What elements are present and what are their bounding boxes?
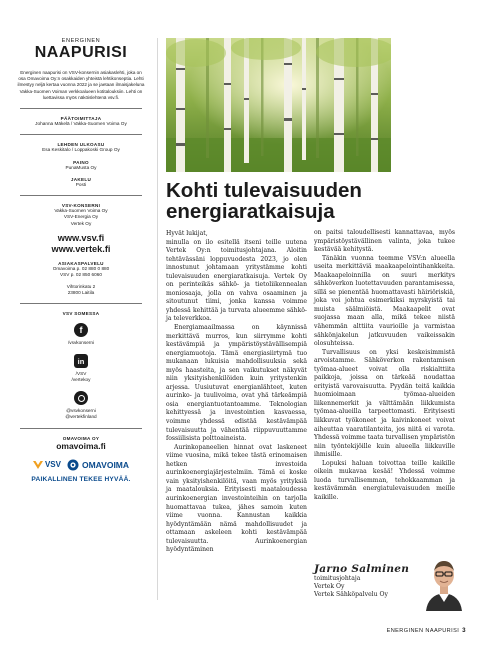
vsv-website-link[interactable]: www.vsv.fi [57,232,105,243]
printer: PunaMusta Oy [65,165,97,171]
omavoima-website-link[interactable]: omavoima.fi [56,440,106,451]
masthead-sidebar [14,38,148,483]
omavoima-logo-text: OMAVOIMA [81,459,130,470]
linkedin-icon[interactable]: in [74,354,88,368]
address-line: Vihtorinkatu 2 [66,283,96,289]
paragraph: Tänäkin vuonna teemme VSV:n alueella useita merkittäviä maakaapelointihankkeita. Maakaapeloinnilla on suuri merkitys sähköverkon luotettavuuden parantamisessa, sillä se pienentää huomattavasti häiriöriskiä, joka voi johtua esimerkiksi myrskyistä tai muista säälmiöistä. Maakaapelit ovat suojassa maan alla, mikä tekee niistä vähemmän alttiita vaurioille ja varmistaa sähkönjakelun jatkuvuuden vaikeissakin olosuhteissa. [314,254,455,348]
magazine-intro: Energinen naapurisi on VSV-konsernin asiakaslehti, joka on osa Omavoima Oy:n osakkaiden yhteistä lehtikonseptia. Lehti ilmestyy neljä kertaa vuonna 2022 ja se jaetaan ilmaisjakeluna Vakka-Suomen Voiman verkkoalueen kotitalouksiin. Lehti on luettavissa myös näköislehtenä vsv.fi. [17,70,145,100]
article-column-1 [166,230,307,555]
divider [20,303,142,304]
distribution: Posti [75,182,87,188]
signer-company: Vertek Oy [314,583,345,591]
paragraph: Aurinkopaneelien hinnat ovat laskeneet viime vuosina, mikä tekee tästä erinomaisen hetken investoida aurinkoenergiajärjestelmiin. Tämä ei koske vain yksityishenkilöitä, vaan myös yrityksiä ja maatalouksia. Erityisesti maataloudessa aurinkoenergian investointeihin on tarjolla huomattavaa tukea, jähes samoin kuten viime vuonna. Kannustan kaikkia hyödyntämään nämä mahdollisuudet ja ottamaan askeleen kohti kestävämpää tulevaisuutta. Aurinkoenergian hyödyntäminen [166,443,307,554]
page-footer [358,627,466,634]
column-divider [157,38,158,600]
group-company: Vakka-Suomen Voima Oy [54,208,108,214]
vsv-logo-text: VSV [44,460,61,470]
linkedin-handle[interactable]: /vertekoy [71,377,91,383]
magazine-name-small: ENERGINEN [61,38,101,44]
signer-title: toimitusjohtaja [314,575,361,582]
footer-magazine-name: ENERGINEN NAAPURISI [386,628,460,634]
paragraph: on paitsi taloudellisesti kannattavaa, myös ympäristöystävällinen valinta, joka tukee kestävää kehitystä. [314,229,455,254]
paragraph: minulla on ilo esitellä itseni teille uutena Vertek Oy:n toimitusjohtajana. Aloitin tehtävässäni loppuvuodesta 2023, jo olen innostunut johtamaan yritystämme kohti tulevaisuuden energiaratkaisuja. Vertek Oy on perinteikäs sähkö- ja tietoliikennealan moniosaaja, jolla on vahva osaaminen ja sitoutunut tiimi, jonka kanssa voimme yhdessä kehittää ja turvata alueemme sähkö- ja televerkkoa. [166,238,307,323]
instagram-handle[interactable]: @vsvkonserni [66,408,96,414]
article-title: Kohti tulevaisuuden energiaratkaisuja [166,179,362,223]
omavoima-heading: OMAVOIMA OY [62,435,100,441]
phone-number: Omavoima p. 02 880 0 880 [52,265,110,271]
social-heading: VSV SOMESSA [62,311,100,317]
article-column-2 [314,229,455,503]
group-heading: VSV-KONSERNI [61,203,101,209]
editor-name: Johanna Mäkelä / Vakka-Suomen Voima Oy [35,121,127,127]
instagram-icon[interactable] [74,391,88,405]
paragraph: Turvallisuus on yksi keskeisimmistä arvoistamme. Sähköverkon rakentamisen työmaa-alueet voivat olla riskialttiita paikkoja, joissa on tärkeää noudattaa erityistä varovaisuutta. Pyydän teitä kaikkia huomioimaan työmaa-alueiden liikennemerkit ja välttämään liikkumista työmaa-alueilla tarpeettomasti. Erityisesti liikkuvat työkoneet ja kaivinkoneet voivat aiheuttaa vaaratilanteita, jos niitä ei varota. Yhdessä voimme taata turvallisen ympäristön niin työntekijöille kuin alueella liikkuville ihmisille. [314,348,455,459]
linkedin-handle[interactable]: /VSV [75,371,87,377]
facebook-icon[interactable]: f [74,323,88,337]
birch-forest-photo [166,38,391,172]
layout-heading: LEHDEN ULKOASU [57,142,105,148]
paragraph: Hyvät lukijat, [166,230,208,237]
brand-logos [14,459,148,471]
omavoima-mark-icon [67,459,79,471]
divider [20,195,142,196]
group-company: VSV-Energia Oy [63,214,99,220]
divider [20,428,142,429]
editor-heading: PÄÄTOIMITTAJA [60,116,102,122]
customer-service-heading: ASIAKASPALVELU [58,260,104,266]
vertek-website-link[interactable]: www.vertek.fi [51,243,111,254]
phone-number: VSV p. 02 850 6060 [60,271,102,277]
group-company: Vertek Oy [70,220,92,226]
magazine-name: NAAPURISI [34,44,128,61]
signer-company: Vertek Sähköpalvelu Oy [314,591,388,599]
omavoima-logo [67,459,129,471]
page-number: 3 [462,627,466,634]
divider [20,134,142,135]
handwritten-signature: Jarno Salminen [314,563,410,575]
distribution-heading: JAKELU [70,177,92,183]
author-portrait [424,555,464,611]
layout-credit: Esa Keskitalo / Loppakoski Group Oy [42,147,120,153]
paragraph: Energiamaailmassa on käynnissä merkittävä murros, kun siirrymme kohti kestävämpiä ja ympäristöystävällisempiä energiamuotoja. Tämä energiasiirtymä tuo mukanaan lukuisia mahdollisuuksia sekä myös haasteita, ja sen vaikutukset näkyvät niin yksityishenkilöiden kuin yritystenkin arjessa. Uusiutuvat energianlähteet, kuten aurinko- ja tuulivoima, ovat yhä tärkeämpiä osia energiantuotantoamme. Teknologian kehittyessä ja investointien kasvaessa, voimme yhdessä edistää kestävämpää tulevaisuutta ja vähentää riippuvuuttamme fossiilisista polttoaineista. [166,324,307,443]
paragraph: Lopuksi haluan toivottaa teille kaikille oikein mukavaa kesää! Yhdessä voimme luoda turvallisemman, tehokkaamman ja kestävämmän energiatulevaisuuden meille kaikille. [314,459,455,501]
vsv-mark-icon [33,460,43,470]
divider [20,108,142,109]
facebook-handle[interactable]: /vsvkonserni [67,340,95,346]
print-heading: PAINO [73,160,89,166]
instagram-handle[interactable]: @vertekfinland [65,414,97,420]
vsv-logo [33,460,61,470]
address-line: 23800 Laitila [67,289,95,295]
slogan: PAIKALLINEN TEKEE HYVÄÄ. [31,475,131,483]
signature-block [314,563,464,623]
